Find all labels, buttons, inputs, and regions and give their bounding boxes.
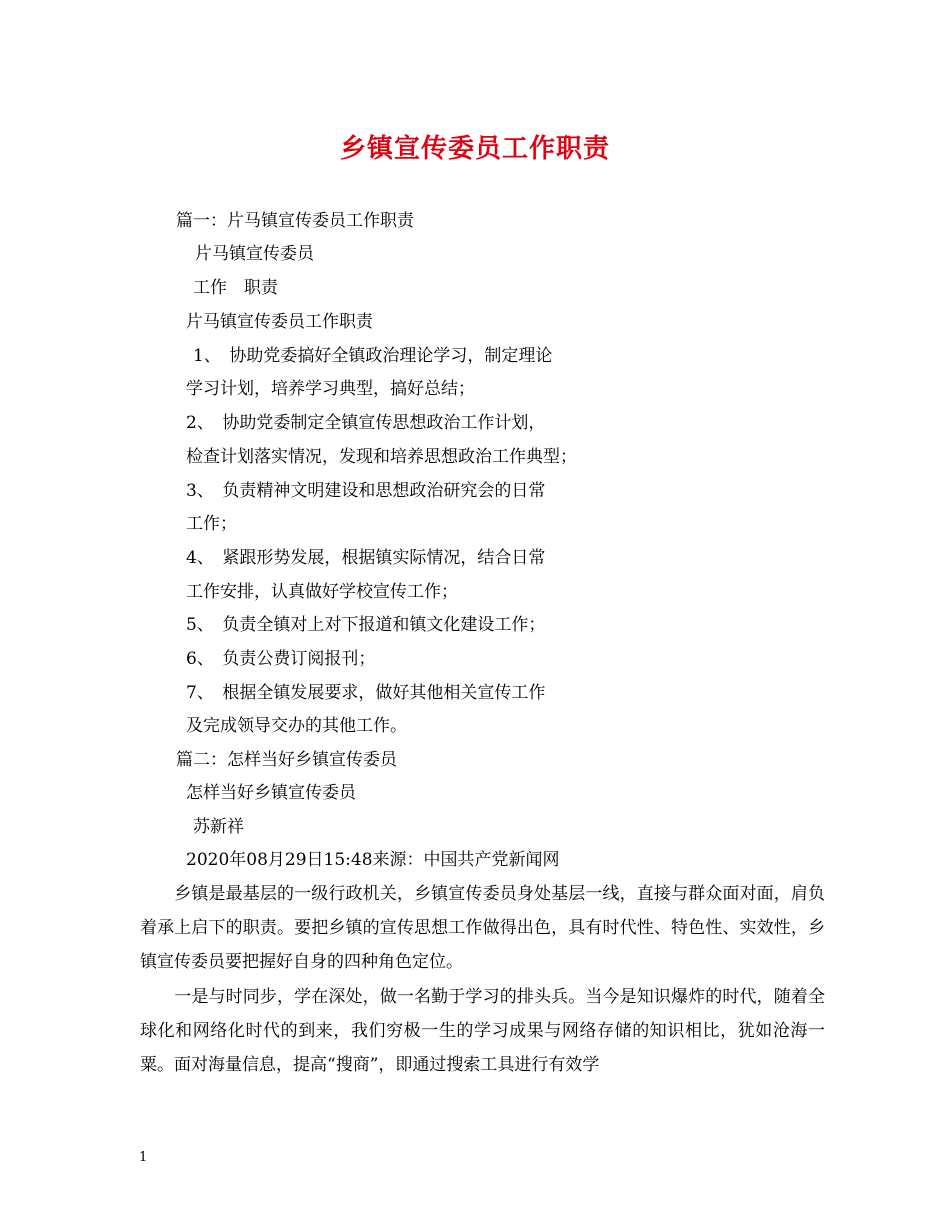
list-item-3: 3、 负责精神文明建设和思想政治研究会的日常 [186, 481, 546, 501]
list-item-5: 5、 负责全镇对上对下报道和镇文化建设工作； [186, 615, 546, 635]
list-item-7-cont: 及完成领导交办的其他工作。 [186, 716, 407, 736]
body-paragraph-2: 一是与时同步，学在深处，做一名勤于学习的排头兵。当今是知识爆炸的时代，随着全球化和网络化时代的到来，我们穷极一生的学习成果与网络存储的知识相比，犹如沧海一粟。面对海量信息，提高“搜商”，即通过搜索工具进行有效学 [140, 987, 825, 1075]
list-item-4: 4、 紧跟形势发展，根据镇实际情况，结合日常 [186, 548, 546, 568]
section-heading-2: 篇二：怎样当好乡镇宣传委员 [176, 750, 397, 770]
list-item-1: 1、 协助党委搞好全镇政治理论学习，制定理论 [193, 346, 553, 366]
article-title: 怎样当好乡镇宣传委员 [186, 783, 356, 803]
text-line: 片马镇宣传委员 [195, 244, 314, 264]
article-meta: 2020年08月29日15:48来源：中国共产党新闻网 [186, 850, 560, 870]
text-line: 片马镇宣传委员工作职责 [186, 312, 373, 332]
list-item-3-cont: 工作； [186, 514, 237, 534]
article-author: 苏新祥 [193, 817, 244, 837]
list-item-2-cont: 检查计划落实情况，发现和培养思想政治工作典型； [186, 447, 577, 467]
list-item-7: 7、 根据全镇发展要求，做好其他相关宣传工作 [186, 683, 546, 703]
section-heading-1: 篇一：片马镇宣传委员工作职责 [176, 211, 414, 231]
body-paragraph-1: 乡镇是最基层的一级行政机关，乡镇宣传委员身处基层一线，直接与群众面对面，肩负着承上启下的职责。要把乡镇的宣传思想工作做得出色，具有时代性、特色性、实效性，乡镇宣传委员要把握好自身的四种角色定位。 [140, 884, 825, 972]
list-item-4-cont: 工作安排，认真做好学校宣传工作； [186, 582, 458, 602]
list-item-2: 2、 协助党委制定全镇宣传思想政治工作计划， [186, 413, 546, 433]
page-number: 1 [139, 1150, 148, 1165]
document-title: 乡镇宣传委员工作职责 [339, 134, 610, 164]
list-item-1-cont: 学习计划，培养学习典型，搞好总结； [186, 379, 475, 399]
list-item-6: 6、 负责公费订阅报刊； [186, 649, 376, 669]
text-line: 工作 职责 [193, 278, 278, 298]
